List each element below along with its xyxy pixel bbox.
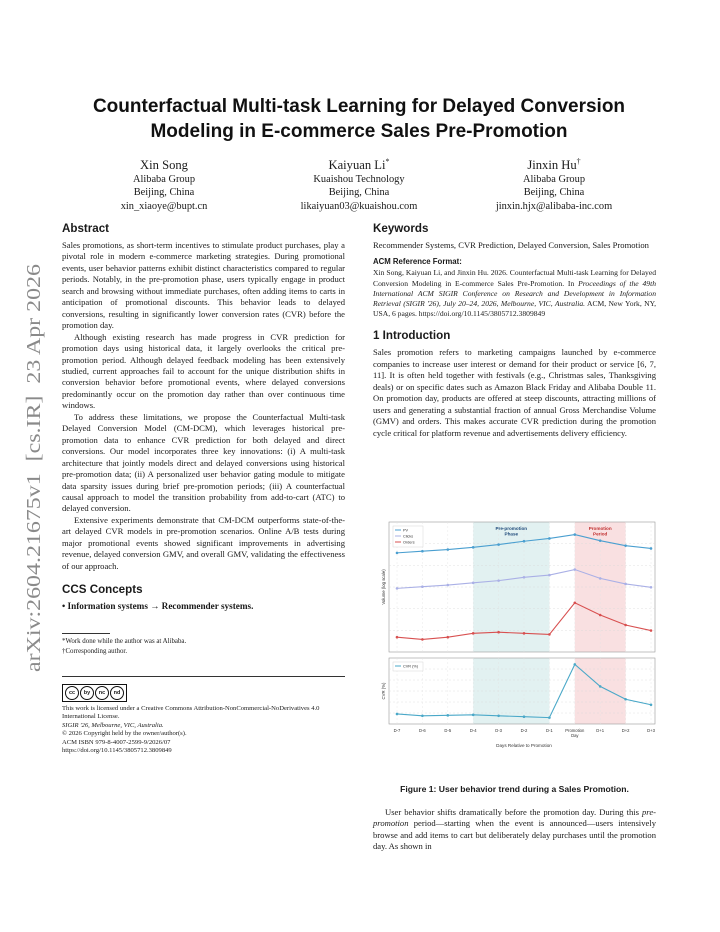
chart-x-tick-label: D-2 [520, 728, 528, 733]
body-paragraph [373, 807, 656, 853]
ccs-item: • Information systems → Recommender systems. [62, 601, 254, 612]
behavior-trend-chart [373, 516, 656, 778]
chart-point [650, 586, 653, 589]
figure-caption: Figure 1: User behavior trend during a Sales Promotion. [400, 784, 629, 794]
chart-point [574, 533, 577, 536]
author-name: Jinxin Hu [527, 158, 577, 173]
figure-1 [373, 516, 656, 778]
chart-point [447, 636, 450, 639]
chart-point [497, 543, 500, 546]
chart-legend-label: CVR (%) [403, 664, 418, 669]
chart-point [624, 544, 627, 547]
author-mark: * [385, 157, 390, 166]
chart-point [396, 636, 399, 639]
acm-ref-venue: Proceedings of the 49th International ACM SIGIR Conference on Research and Development in Information Retrieval (SIGIR '26), July 20–24, 2026, Melbourne, VIC, Australia. [373, 278, 656, 309]
chart-point [472, 546, 475, 549]
chart-point [447, 548, 450, 551]
chart-x-tick-label: D+1 [596, 728, 605, 733]
conference-line: SIGIR '26, Melbourne, VIC, Australia. [62, 721, 164, 729]
chart-point [472, 582, 475, 585]
cc-nd-icon: nd [110, 686, 124, 700]
chart-point [599, 577, 602, 580]
chart-x-tick-label: D-6 [419, 728, 426, 733]
chart-point [523, 715, 526, 718]
chart-legend-label: Orders [403, 540, 415, 545]
footnote-2: †Corresponding author. [62, 647, 128, 655]
author-name: Xin Song [140, 158, 188, 173]
chart-point [472, 632, 475, 635]
copyright-line: © 2026 Copyright held by the owner/author(s). [62, 730, 187, 738]
chart-x-tick-label: D-4 [469, 728, 477, 733]
author-location: Beijing, China [133, 187, 195, 199]
chart-point [624, 698, 627, 701]
cc-icon: cc [65, 686, 79, 700]
abstract-heading: Abstract [62, 222, 110, 235]
chart-point [497, 631, 500, 634]
paper-title [66, 94, 652, 144]
paper-title-line-1: Counterfactual Multi-task Learning for Delayed Conversion [92, 96, 626, 117]
chart-point [599, 539, 602, 542]
license-text: This work is licensed under a Creative Commons Attribution-NonCommercial-NoDerivatives 4.0 International License. [62, 704, 320, 721]
chart-x-tick-label: D+2 [621, 728, 630, 733]
chart-point [548, 574, 551, 577]
body-text-1: User behavior shifts dramatically before the promotion day. During this [385, 807, 642, 817]
author-affiliation: Alibaba Group [522, 174, 586, 186]
isbn-line: ACM ISBN 979-8-4007-2599-9/2026/07 [62, 738, 171, 746]
keywords-heading: Keywords [373, 222, 429, 235]
chart-point [574, 663, 577, 666]
chart-point [624, 624, 627, 627]
author-block [66, 154, 652, 214]
chart-point [574, 568, 577, 571]
chart-point [599, 685, 602, 688]
author-email[interactable]: jinxin.hjx@alibaba-inc.com [495, 200, 613, 212]
right-column [373, 222, 656, 439]
author-email[interactable]: likaiyuan03@kuaishou.com [300, 200, 418, 212]
abstract-paragraph-4: Extensive experiments demonstrate that CM-DCM outperforms state-of-the-art delayed CVR models in pre-promotion scenarios. Online A/B tests during major promotional events showed significant improvements in advertising revenue, delayed conversion GMV, and overall GMV, validating the effectiveness of our approach. [62, 514, 345, 571]
chart-point [472, 714, 475, 717]
keywords-text: Recommender Systems, CVR Prediction, Delayed Conversion, Sales Promotion [373, 240, 649, 250]
footnotes [62, 633, 345, 656]
chart-x-tick-label: D-1 [546, 728, 553, 733]
chart-point [548, 633, 551, 636]
arxiv-stamp [6, 262, 56, 672]
chart-point [421, 550, 424, 553]
author-3 [456, 154, 652, 213]
chart-point [421, 638, 424, 641]
chart-legend-label: PV [403, 528, 409, 533]
acm-ref-part-2: ACM, New York, NY, USA, 6 pages. https://doi.org/10.1145/3805712.3809849 [373, 299, 656, 319]
ccs-heading: CCS Concepts [62, 583, 143, 597]
author-affiliation: Kuaishou Technology [313, 174, 405, 186]
paper-title-line-2: Modeling in E-commerce Sales Pre-Promotion [150, 121, 568, 142]
chart-x-tick-label: Promotion [565, 728, 585, 733]
author-email[interactable]: xin_xiaoye@bupt.cn [120, 200, 208, 212]
arxiv-stamp-text: arXiv:2604.21675v1 [cs.IR] 23 Apr 2026 [24, 339, 45, 672]
chart-point [523, 540, 526, 543]
author-affiliation: Alibaba Group [132, 174, 196, 186]
cc-by-icon: by [80, 686, 94, 700]
author-location: Beijing, China [328, 187, 390, 199]
cc-license-icon [62, 684, 127, 702]
chart-point [650, 547, 653, 550]
author-mark: † [576, 157, 581, 166]
author-location: Beijing, China [523, 187, 585, 199]
intro-heading: 1 Introduction [373, 329, 451, 343]
chart-legend-label: Clicks [403, 534, 414, 539]
doi-link[interactable]: https://doi.org/10.1145/3805712.3809849 [62, 746, 172, 754]
chart-x-tick-label: D-3 [495, 728, 502, 733]
acm-ref-part-1: Xin Song, Kaiyuan Li, and Jinxin Hu. 2026. Counterfactual Multi-task Learning for Delayed Conversion Modeling in E-commerce Sales Pre-Promotion. In [373, 268, 656, 288]
footnote-1: *Work done while the author was at Alibaba. [62, 638, 187, 646]
chart-point [396, 713, 399, 716]
chart-x-axis-label: Days Relative to Promotion [496, 743, 552, 748]
chart-point [447, 584, 450, 587]
chart-point [548, 716, 551, 719]
chart-point [650, 703, 653, 706]
body-continuation [373, 807, 656, 853]
chart-region-label: Promotion [588, 526, 612, 531]
body-text-2: period—starting when the event is announced—users intensively browse and add items to cart but deliberately delay purchases until the promotion day. As shown in [373, 818, 656, 852]
chart-point [421, 585, 424, 588]
chart-point [574, 602, 577, 605]
cc-nc-icon: nc [95, 686, 109, 700]
abstract-paragraph-3: To address these limitations, we propose the Counterfactual Multi-task Delayed Conversion Model (CM-DCM), which leverages historical pre-promotion data to enhance CVR prediction for both delayed and direct conversions. Our model incorporates three key innovations: (i) A multi-task architecture that jointly models direct and delayed conversions using historical pre-promotion data; (ii) A personalized user behavior gating module to mitigate data sparsity issues during brief pre-promotion periods; (iii) A counterfactual causal approach to model the transition probability from add-to-cart (ATC) to delayed conversion. [62, 411, 345, 514]
intro-paragraph-1: Sales promotion refers to marketing campaigns launched by e-commerce companies to increase user interest or demand for their product or service [6, 7, 11]. It is often held together with festivals (e.g., Christmas sales, Thanksgiving deals) or on specific dates such as Amazon Black Friday and Alibaba Double 11. On promotion day, products are offered at steep discounts, attracting millions of users and generating a substantial fraction of annual Gross Merchandise Volume (GMV) and orders. This makes accurate CVR prediction during the promotion cycle critical for platform revenue and advertisements delivery efficiency. [373, 347, 656, 438]
chart-point [523, 576, 526, 579]
chart-x-tick-label: Day [571, 733, 579, 738]
chart-y-axis-label: Volume (log scale) [381, 569, 386, 605]
author-1 [66, 154, 262, 213]
chart-x-tick-label: D-5 [444, 728, 452, 733]
abstract-paragraph-2: Although existing research has made progress in CVR prediction for promotion days using historical data, it largely overlooks the critical pre-promotion period. Although delayed feedback modeling has been extensively studied, current approaches fail to account for the unique distribution shifts in conversion behavior before promotional events, where delayed conversions predominantly occur on the promotion day rather than over continuous time windows. [62, 331, 345, 411]
chart-point [650, 629, 653, 632]
chart-y-axis-label: CVR (%) [381, 682, 386, 700]
author-name: Kaiyuan Li [328, 158, 386, 173]
chart-point [396, 552, 399, 555]
chart-x-tick-label: D+3 [647, 728, 655, 733]
left-column [62, 222, 345, 755]
chart-region-label: Period [593, 531, 608, 537]
footnote-rule [62, 633, 110, 634]
acm-ref-text [373, 268, 656, 319]
abstract-paragraph-1: Sales promotions, as short-term incentives to stimulate product purchases, play a pivotal role in modern e-commerce marketing strategies. During promotional events, user behavior patterns exhibit distinct characteristics compared to regular periods. Notably, in the pre-promotion phase, users typically engage in product search and browsing without immediate purchases, often adding items to carts in anticipation of promotional discounts. This behavior leads to delayed conversions, resulting in significantly lower conversion rates (CVR) before the promotion day. [62, 240, 345, 331]
chart-point [447, 714, 450, 717]
chart-point [523, 632, 526, 635]
chart-point [548, 537, 551, 540]
chart-region-label: Pre-promotion [495, 526, 528, 531]
chart-point [497, 579, 500, 582]
chart-point [599, 614, 602, 617]
chart-point [396, 587, 399, 590]
chart-point [421, 714, 424, 717]
body-em: pre-promotion [373, 807, 656, 829]
license-block [62, 676, 345, 755]
chart-point [624, 583, 627, 586]
acm-ref-heading: ACM Reference Format: [373, 257, 462, 267]
chart-point [497, 714, 500, 717]
chart-x-tick-label: D-7 [393, 728, 401, 733]
author-2 [261, 154, 457, 213]
chart-region-label: Phase [504, 531, 519, 537]
